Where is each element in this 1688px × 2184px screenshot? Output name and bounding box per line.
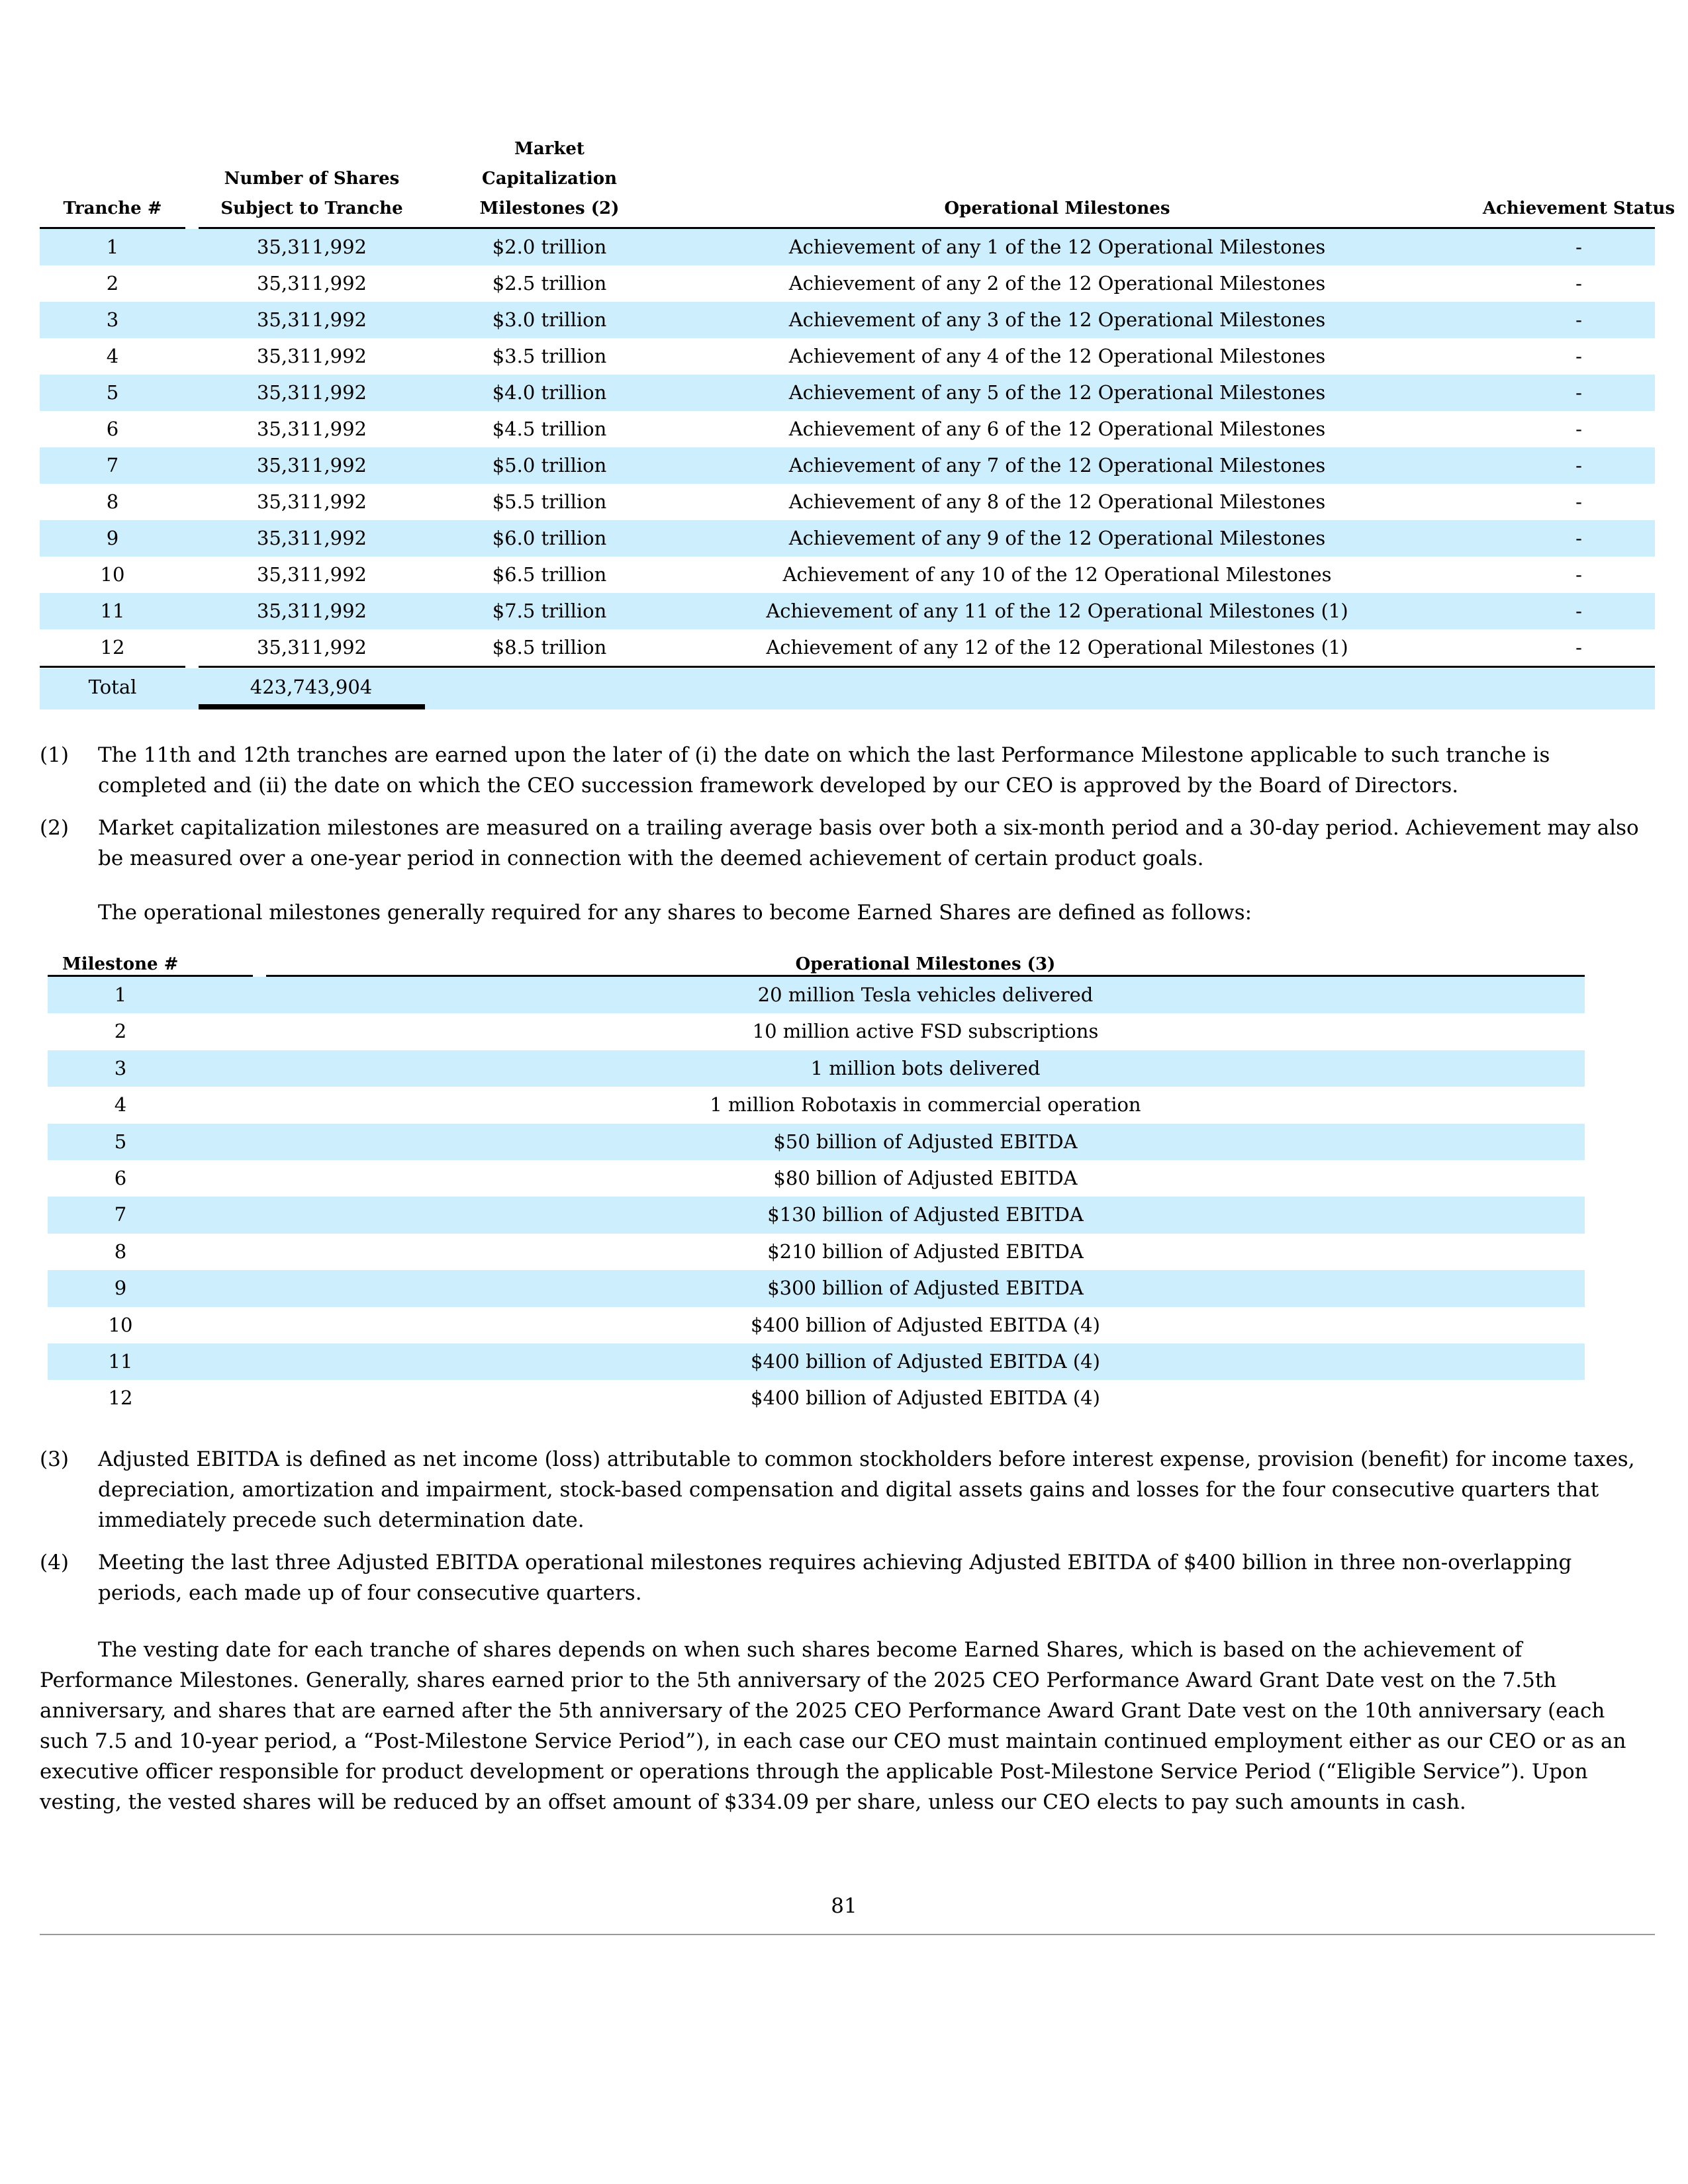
cell-milestone-number: 6 <box>114 1166 127 1189</box>
table-row <box>40 520 1655 557</box>
cell-tranche: 6 <box>106 418 119 440</box>
footnote-number: (2) <box>40 816 69 840</box>
cell-operational: Achievement of any 9 of the 12 Operational Milestones <box>788 527 1326 549</box>
cell-market-cap: $6.0 trillion <box>492 527 607 549</box>
cell-market-cap: $5.0 trillion <box>492 454 607 477</box>
cell-milestone-number: 11 <box>108 1349 133 1373</box>
total-double-rule <box>199 704 425 709</box>
intro-paragraph: The operational milestones generally required for any shares to become Earned Shares are defined as follows: <box>98 901 1252 925</box>
cell-milestone: $400 billion of Adjusted EBITDA (4) <box>751 1313 1100 1336</box>
row-rule <box>1440 666 1655 668</box>
cell-milestone-number: 5 <box>114 1130 127 1153</box>
cell-shares: 35,311,992 <box>256 454 367 477</box>
footnote-number: (4) <box>40 1551 69 1574</box>
table-row <box>48 1307 1585 1343</box>
cell-shares: 35,311,992 <box>256 563 367 586</box>
cell-milestone-number: 7 <box>114 1203 127 1226</box>
cell-status: - <box>1575 527 1582 549</box>
cell-milestone-number: 8 <box>114 1240 127 1263</box>
table-row <box>40 629 1655 666</box>
table-row <box>40 375 1655 411</box>
cell-operational: Achievement of any 2 of the 12 Operational Milestones <box>788 272 1326 295</box>
cell-tranche: 3 <box>106 308 119 331</box>
cell-tranche: 1 <box>106 236 119 258</box>
tranche-table-header <box>40 139 1675 229</box>
cell-milestone-number: 9 <box>114 1277 127 1300</box>
cell-tranche: 12 <box>100 636 125 659</box>
cell-milestone: $80 billion of Adjusted EBITDA <box>773 1166 1078 1189</box>
table-row <box>48 977 1585 1013</box>
cell-shares: 35,311,992 <box>256 381 367 404</box>
cell-shares: 35,311,992 <box>256 636 367 659</box>
cell-shares: 35,311,992 <box>256 418 367 440</box>
table-row <box>48 1124 1585 1160</box>
cell-operational: Achievement of any 5 of the 12 Operational Milestones <box>788 381 1326 404</box>
header-operational: Operational Milestones <box>944 199 1170 218</box>
cell-operational: Achievement of any 10 of the 12 Operational Milestones <box>782 563 1332 586</box>
footnote-text: The 11th and 12th tranches are earned upon the later of (i) the date on which the last Performance Milestone applicable to such tranche is completed and (ii) the date on which the CEO succession framework developed by our CEO is approved by the Board of Directors. <box>98 743 1550 797</box>
cell-status: - <box>1575 490 1582 513</box>
cell-tranche: 10 <box>100 563 125 586</box>
table-row <box>48 1087 1585 1123</box>
footnote-4 <box>40 1547 1655 1608</box>
footnote-text: Adjusted EBITDA is defined as net income (loss) attributable to common stockholders before interest expense, provision (benefit) for income taxes, depreciation, amortization and impairment, stock-based compensation and digital assets gains and losses for the four consecutive quarters that immediately precede such determination date. <box>98 1447 1635 1532</box>
cell-milestone: 1 million Robotaxis in commercial operation <box>710 1093 1141 1116</box>
cell-status: - <box>1575 454 1582 477</box>
table-row <box>40 593 1655 629</box>
table-row <box>40 557 1655 593</box>
cell-milestone: $130 billion of Adjusted EBITDA <box>767 1203 1084 1226</box>
cell-status: - <box>1575 563 1582 586</box>
footnote-text: Market capitalization milestones are measured on a trailing average basis over both a six-month period and a 30-day period. Achievement may also be measured over a one-year period in connection with the deemed achievement of certain product goals. <box>98 816 1639 870</box>
cell-milestone: $300 billion of Adjusted EBITDA <box>767 1277 1084 1300</box>
cell-operational: Achievement of any 8 of the 12 Operational Milestones <box>788 490 1326 513</box>
table-row <box>40 338 1655 375</box>
cell-tranche: 2 <box>106 272 119 295</box>
footer-rule <box>40 1934 1655 1935</box>
table-row <box>48 1380 1585 1416</box>
cell-milestone: 1 million bots delivered <box>810 1056 1041 1079</box>
cell-operational: Achievement of any 1 of the 12 Operational Milestones <box>788 236 1326 258</box>
row-rule <box>424 666 674 668</box>
cell-status: - <box>1575 272 1582 295</box>
cell-shares: 35,311,992 <box>256 345 367 367</box>
table-row <box>40 229 1655 265</box>
header-milestone-number: Milestone # <box>62 954 179 974</box>
header-status: Achievement Status <box>1482 199 1675 218</box>
table-row <box>48 1270 1585 1306</box>
cell-milestone-number: 10 <box>108 1313 133 1336</box>
cell-market-cap: $6.5 trillion <box>492 563 607 586</box>
cell-milestone-number: 4 <box>114 1093 127 1116</box>
table-row <box>40 411 1655 447</box>
cell-shares: 35,311,992 <box>256 272 367 295</box>
total-shares: 423,743,904 <box>250 676 373 698</box>
cell-operational: Achievement of any 4 of the 12 Operational Milestones <box>788 345 1326 367</box>
cell-milestone-number: 3 <box>114 1056 127 1079</box>
cell-milestone: $400 billion of Adjusted EBITDA (4) <box>751 1349 1100 1373</box>
cell-market-cap: $7.5 trillion <box>492 600 607 622</box>
cell-market-cap: $4.0 trillion <box>492 381 607 404</box>
cell-milestone: $400 billion of Adjusted EBITDA (4) <box>751 1387 1100 1410</box>
cell-operational: Achievement of any 6 of the 12 Operational Milestones <box>788 418 1326 440</box>
cell-shares: 35,311,992 <box>256 527 367 549</box>
cell-tranche: 9 <box>106 527 119 549</box>
cell-tranche: 5 <box>106 381 119 404</box>
cell-status: - <box>1575 345 1582 367</box>
table-row <box>40 302 1655 338</box>
cell-market-cap: $2.5 trillion <box>492 272 607 295</box>
cell-market-cap: $5.5 trillion <box>492 490 607 513</box>
cell-status: - <box>1575 236 1582 258</box>
row-rule <box>199 666 425 668</box>
cell-tranche: 11 <box>100 600 125 622</box>
cell-milestone: $210 billion of Adjusted EBITDA <box>767 1240 1084 1263</box>
page-number: 81 <box>831 1894 857 1918</box>
milestone-rows <box>48 977 1585 1417</box>
cell-shares: 35,311,992 <box>256 308 367 331</box>
cell-operational: Achievement of any 7 of the 12 Operational Milestones <box>788 454 1326 477</box>
footnote-number: (3) <box>40 1447 69 1471</box>
header-milestone-operational: Operational Milestones (3) <box>795 954 1056 974</box>
cell-market-cap: $3.0 trillion <box>492 308 607 331</box>
tranche-table <box>40 139 1675 709</box>
cell-market-cap: $4.5 trillion <box>492 418 607 440</box>
cell-milestone: 10 million active FSD subscriptions <box>752 1020 1099 1043</box>
cell-milestone-number: 1 <box>114 983 127 1006</box>
row-rule <box>40 666 185 668</box>
cell-milestone: $50 billion of Adjusted EBITDA <box>773 1130 1078 1153</box>
footnote-number: (1) <box>40 743 69 767</box>
vesting-paragraph: The vesting date for each tranche of shares depends on when such shares become Earned Shares, which is based on the achievement of Performance Milestones. Generally, shares earned prior to the 5th anniversary of the 2025 CEO Performance Award Grant Date vest on the 7.5th anniversary, and shares that are earned after the 5th anniversary of the 2025 CEO Performance Award Grant Date vest on the 10th anniversary (each such 7.5 and 10-year period, a “Post-Milestone Service Period”), in each case our CEO must maintain continued employment either as our CEO or as an executive officer responsible for product development or operations through the applicable Post-Milestone Service Period (“Eligible Service”). Upon vesting, the vested shares will be reduced by an offset amount of $334.09 per share, unless our CEO elects to pay such amounts in cash. <box>40 1638 1626 1814</box>
footnote-text: Meeting the last three Adjusted EBITDA operational milestones requires achieving Adjusted EBITDA of $400 billion in three non-overlapping periods, each made up of four consecutive quarters. <box>98 1551 1572 1605</box>
table-row <box>48 1234 1585 1270</box>
row-rule <box>647 666 1467 668</box>
footnote-2 <box>40 813 1655 874</box>
cell-status: - <box>1575 636 1582 659</box>
cell-tranche: 8 <box>106 490 119 513</box>
cell-shares: 35,311,992 <box>256 600 367 622</box>
cell-operational: Achievement of any 12 of the 12 Operational Milestones (1) <box>766 636 1348 659</box>
milestone-table-header <box>48 944 1585 977</box>
header-shares: Number of Shares Subject to Tranche <box>220 169 403 218</box>
cell-status: - <box>1575 308 1582 331</box>
cell-milestone: 20 million Tesla vehicles delivered <box>757 983 1094 1006</box>
cell-shares: 35,311,992 <box>256 490 367 513</box>
footnote-1 <box>40 740 1655 801</box>
cell-tranche: 4 <box>106 345 119 367</box>
cell-status: - <box>1575 418 1582 440</box>
table-row <box>48 1050 1585 1087</box>
table-row <box>40 447 1655 484</box>
tranche-total-row <box>40 668 1655 709</box>
header-market-cap: Market Capitalization Milestones (2) <box>479 139 620 218</box>
table-row <box>48 1160 1585 1197</box>
cell-operational: Achievement of any 11 of the 12 Operational Milestones (1) <box>766 600 1348 622</box>
footnote-3 <box>40 1444 1655 1535</box>
milestone-table <box>48 944 1585 1417</box>
table-row <box>48 1013 1585 1050</box>
cell-milestone-number: 2 <box>114 1020 127 1043</box>
cell-operational: Achievement of any 3 of the 12 Operational Milestones <box>788 308 1326 331</box>
table-row <box>48 1197 1585 1233</box>
table-row <box>40 484 1655 520</box>
header-tranche: Tranche # <box>63 199 162 218</box>
table-row <box>48 1343 1585 1380</box>
cell-shares: 35,311,992 <box>256 236 367 258</box>
tranche-rows <box>40 229 1655 666</box>
cell-status: - <box>1575 381 1582 404</box>
table-row <box>40 265 1655 302</box>
total-label: Total <box>88 676 137 698</box>
cell-milestone-number: 12 <box>108 1387 133 1410</box>
cell-market-cap: $3.5 trillion <box>492 345 607 367</box>
cell-market-cap: $8.5 trillion <box>492 636 607 659</box>
cell-status: - <box>1575 600 1582 622</box>
cell-tranche: 7 <box>106 454 119 477</box>
cell-market-cap: $2.0 trillion <box>492 236 607 258</box>
